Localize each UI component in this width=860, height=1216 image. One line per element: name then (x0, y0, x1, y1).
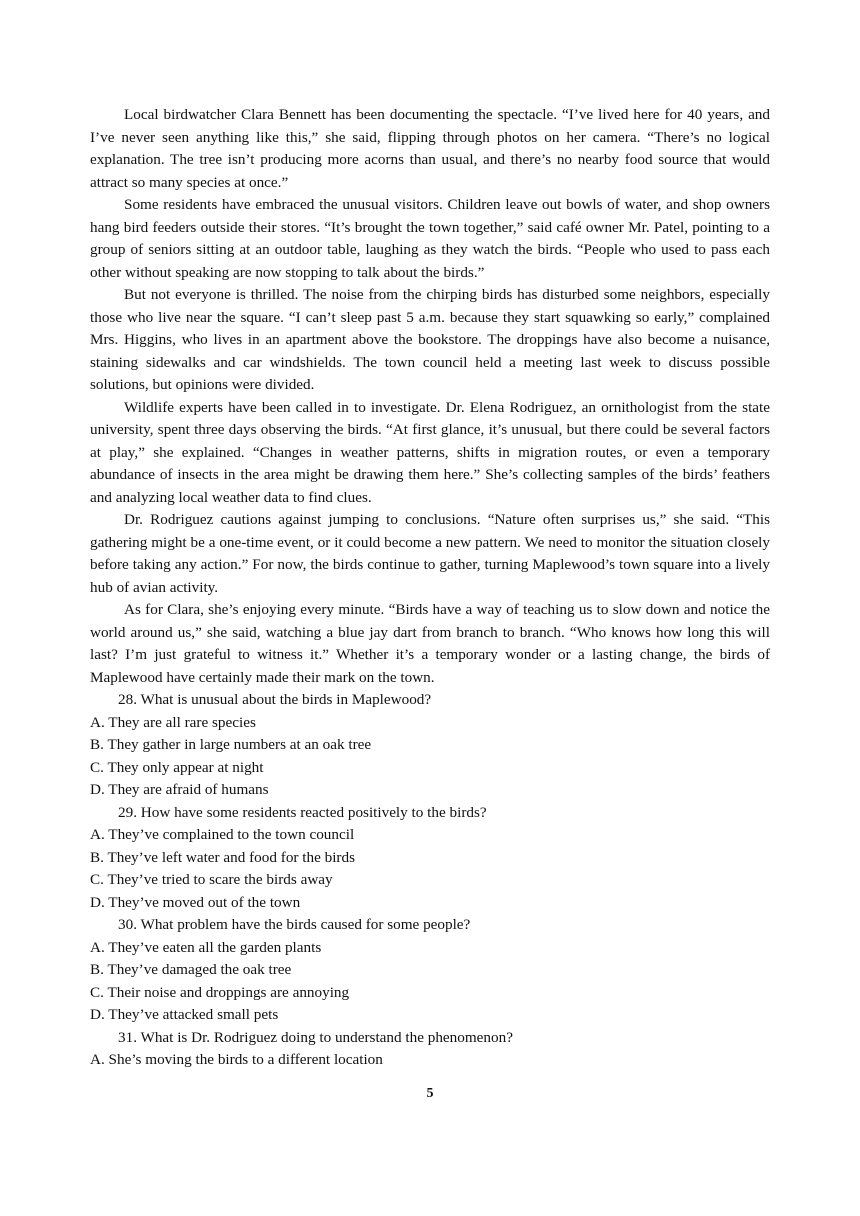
question-28-option-a: A. They are all rare species (90, 713, 256, 731)
question-29-stem: 29. How have some residents reacted positively to the birds? (118, 803, 487, 821)
question-30-option-d: D. They’ve attacked small pets (90, 1006, 279, 1023)
question-30-option-b: B. They’ve damaged the oak tree (90, 961, 292, 978)
paragraph-5: Dr. Rodriguez cautions against jumping to conclusions. “Nature often surprises us,” she said. “This gathering might be a one-time event, or it could become a new pattern. We need to monitor the situation closely before taking any action.” For now, the birds continue to gather, turning Maplewood’s town square into a lively hub of avian activity. (90, 511, 770, 596)
question-28-stem: 28. What is unusual about the birds in Maplewood? (118, 691, 432, 708)
question-30-option-a: A. They’ve eaten all the garden plants (90, 938, 322, 956)
page-content (90, 104, 770, 1072)
paragraph-2: Some residents have embraced the unusual visitors. Children leave out bowls of water, and shop owners hang bird feeders outside their stores. “It’s brought the town together,” said café owner Mr. Patel, pointing to a group of seniors sitting at an outdoor table, laughing as they watch the birds. “People who used to pass each other without speaking are now stopping to talk about the birds.” (90, 196, 770, 281)
paragraph-6: As for Clara, she’s enjoying every minute. “Birds have a way of teaching us to slow down and notice the world around us,” she said, watching a blue jay dart from branch to branch. “Who knows how long this will last? I’m just grateful to witness it.” Whether it’s a temporary wonder or a lasting change, the birds of Maplewood have certainly made their mark on the town. (90, 601, 770, 686)
paragraph-1: Local birdwatcher Clara Bennett has been documenting the spectacle. “I’ve lived here for 40 years, and I’ve never seen anything like this,” she said, flipping through photos on her camera. “There’s no logical explanation. The tree isn’t producing more acorns than usual, and there’s no nearby food source that would attract so many species at once.” (90, 106, 770, 191)
question-29-option-c: C. They’ve tried to scare the birds away (90, 871, 333, 888)
question-28-option-c: C. They only appear at night (90, 758, 264, 776)
question-30-option-c: C. Their noise and droppings are annoying (90, 983, 350, 1001)
question-31-stem: 31. What is Dr. Rodriguez doing to understand the phenomenon? (118, 1028, 513, 1046)
question-29-option-a: A. They’ve complained to the town council (90, 826, 355, 843)
question-31-option-a: A. She’s moving the birds to a different location (90, 1051, 383, 1068)
paragraph-3: But not everyone is thrilled. The noise from the chirping birds has disturbed some neighbors, especially those who live near the square. “I can’t sleep past 5 a.m. because they start squawking so early,” complained Mrs. Higgins, who lives in an apartment above the bookstore. The droppings have also become a nuisance, staining sidewalks and car windshields. The town council held a meeting last week to discuss possible solutions, but opinions were divided. (90, 286, 770, 393)
question-29-option-d: D. They’ve moved out of the town (90, 893, 301, 911)
question-30-stem: 30. What problem have the birds caused for some people? (118, 916, 471, 933)
question-29-option-b: B. They’ve left water and food for the birds (90, 848, 355, 866)
paragraph-4: Wildlife experts have been called in to investigate. Dr. Elena Rodriguez, an ornithologist from the state university, spent three days observing the birds. “At first glance, it’s unusual, but there could be several factors at play,” she explained. “Changes in weather patterns, shifts in migration routes, or even a temporary abundance of insects in the area might be drawing them here.” She’s collecting samples of the birds’ feathers and analyzing local weather data to find clues. (90, 398, 770, 506)
page-number: 5 (426, 1086, 434, 1101)
question-28-option-d: D. They are afraid of humans (90, 781, 269, 798)
question-28-option-b: B. They gather in large numbers at an oak tree (90, 736, 372, 753)
